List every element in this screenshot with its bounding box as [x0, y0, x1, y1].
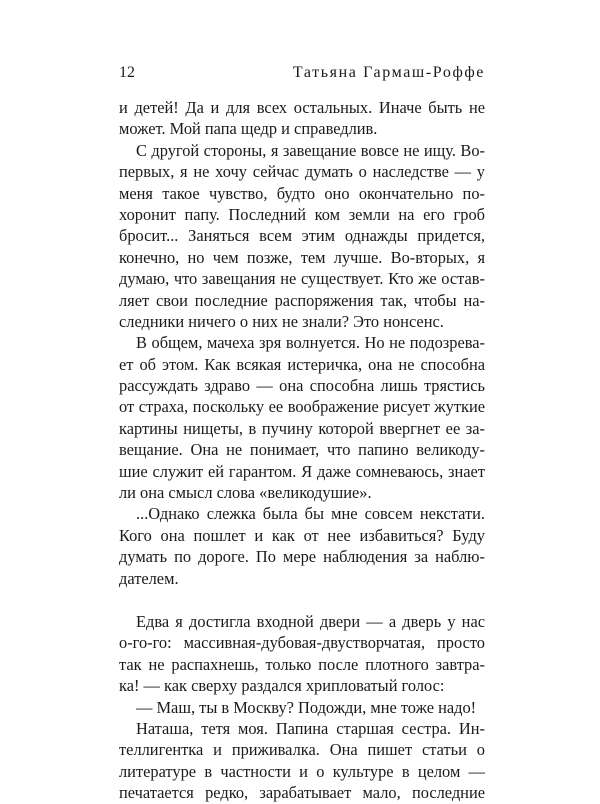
running-title: Татьяна Гармаш-Роффе — [292, 64, 485, 81]
text-line: литературе в частности и о культуре в целом — — [119, 761, 485, 781]
text-line: дателем. — [119, 568, 179, 588]
text-line: Едва я достигла входной двери — а дверь у нас — [136, 611, 485, 631]
text-line: конечно, но чем позже, тем лучше. Во-вторых, я — [119, 247, 485, 267]
paragraph — [119, 97, 485, 140]
text-line: печатается редко, зарабатывает мало, последние — [119, 783, 485, 803]
text-line: теллигентка и приживалка. Она пишет статьи о — [119, 740, 485, 760]
page-header — [119, 62, 485, 84]
text-line: от страха, поскольку ее воображение рисует жуткие — [119, 397, 485, 417]
text-line: рассуждать здраво — она способна лишь трястись — [119, 376, 485, 396]
text-line: В общем, мачеха зря волнуется. Но не подозрева- — [136, 333, 485, 353]
text-line: ляет свои последние распоряжения так, чтобы на- — [119, 290, 485, 310]
text-line: бросит... Заняться всем этим однажды придется, — [119, 226, 485, 246]
text-line: так не распахнешь, только после плотного завтра- — [119, 654, 485, 674]
text-line: ка! — как сверху раздался хрипловатый голос: — [119, 676, 445, 696]
paragraph — [119, 140, 485, 333]
text-line: ...Однако слежка была бы мне совсем некстати. — [136, 504, 485, 524]
text-line: С другой стороны, я завещание вовсе не ищу. Во- — [136, 140, 485, 160]
paragraph — [119, 697, 485, 718]
text-line: первых, я не хочу сейчас думать о наследстве — у — [119, 162, 485, 182]
text-line: меня такое чувство, будто оно окончательно по- — [119, 183, 485, 203]
text-line: Наташа, тетя моя. Папина старшая сестра. Ин- — [136, 718, 485, 738]
text-line: — Маш, ты в Москву? Подожди, мне тоже надо! — [136, 697, 477, 717]
text-line: картины нищеты, в пучину которой ввергнет ее за- — [119, 418, 485, 438]
paragraph — [119, 718, 485, 804]
body-text — [119, 97, 485, 804]
page-number: 12 — [119, 64, 135, 81]
paragraph — [119, 332, 485, 503]
paragraph — [119, 503, 485, 589]
text-line: думаю, что завещания не существует. Кто же остав- — [119, 269, 485, 289]
text-line: хоронит папу. Последний ком земли на его гроб — [119, 204, 485, 224]
text-line: Кого она пошлет и как от нее избавиться? Буду — [119, 525, 485, 545]
paragraph — [119, 611, 485, 697]
text-line: шие служит ей гарантом. Я даже сомневаюсь, знает — [119, 461, 485, 481]
text-line: и детей! Да и для всех остальных. Иначе быть не — [119, 98, 485, 117]
section-break — [119, 589, 485, 611]
text-line: может. Мой папа щедр и справедлив. — [119, 119, 378, 139]
text-line: думать по дороге. По мере наблюдения за наблю- — [119, 547, 485, 567]
text-line: ли она смысл слова «великодушие». — [119, 483, 372, 503]
text-line: следники ничего о них не знали? Это нонсенс. — [119, 311, 444, 331]
text-line: вещание. Она не понимает, что папино великоду- — [119, 440, 485, 460]
text-line: о-го-го: массивная-дубовая-двустворчатая, просто — [119, 633, 485, 653]
text-line: ет об этом. Как всякая истеричка, она не способна — [119, 354, 485, 374]
